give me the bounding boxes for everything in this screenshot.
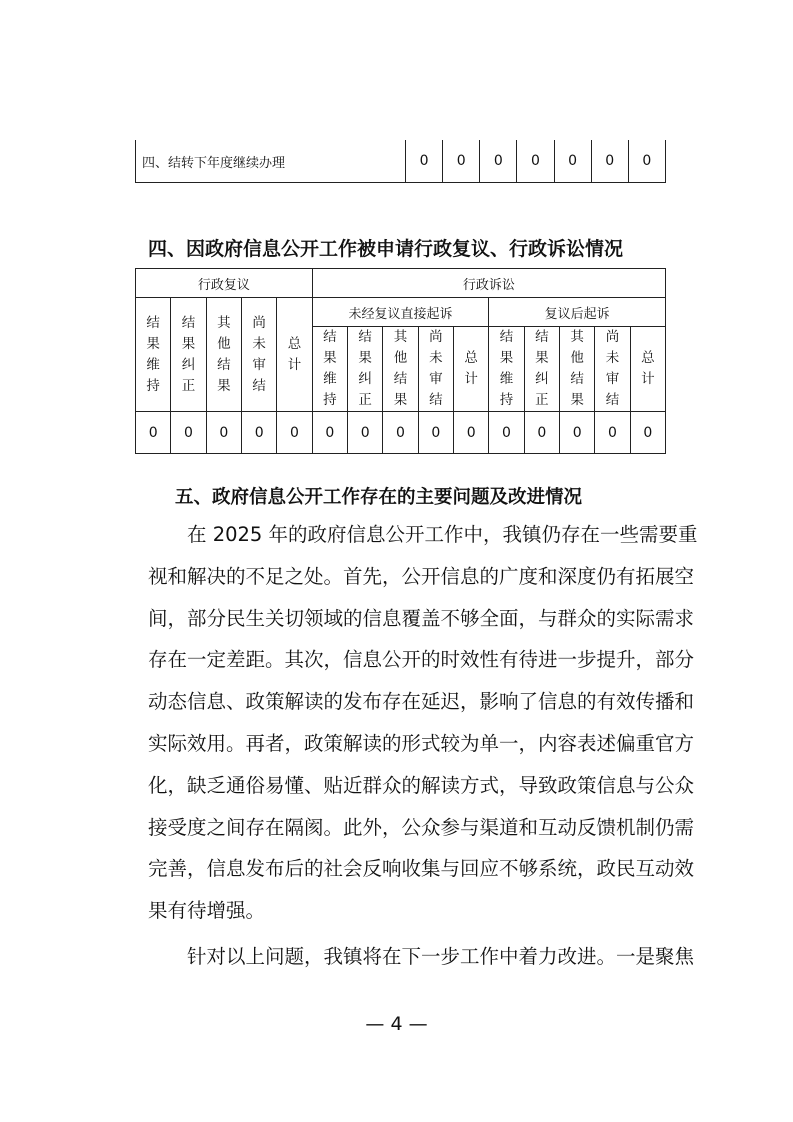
cell: 0 <box>595 412 630 454</box>
col-header: 尚未审结 <box>252 314 266 394</box>
carryover-table <box>135 140 666 183</box>
col-header: 结果纠正 <box>181 314 196 394</box>
col-header: 结果维持 <box>323 329 337 408</box>
cell: 0 <box>277 412 312 454</box>
cell: 0 <box>480 140 517 183</box>
text-line: 果有待增强。 <box>148 899 266 923</box>
cell: 0 <box>206 412 241 454</box>
text-line: 接受度之间存在隔阂。此外，公众参与渠道和互动反馈机制仍需 <box>148 815 695 839</box>
cell: 0 <box>406 140 443 183</box>
col-header: 结果纠正 <box>358 329 372 408</box>
text-line: 在 2025 年的政府信息公开工作中，我镇仍存在一些需要重 <box>187 523 698 546</box>
cell: 0 <box>517 140 554 183</box>
cell: 0 <box>591 140 628 183</box>
col-header: 其他结果 <box>570 329 584 408</box>
text-line: 间，部分民生关切领域的信息覆盖不够全面，与群众的实际需求 <box>148 606 695 630</box>
cell: 0 <box>443 140 480 183</box>
cell: 0 <box>554 140 591 183</box>
cell: 0 <box>171 412 206 454</box>
text-line: 针对以上问题，我镇将在下一步工作中着力改进。一是聚焦 <box>187 945 695 968</box>
text-line: 动态信息、政策解读的发布存在延迟，影响了信息的有效传播和 <box>148 690 695 714</box>
table-row <box>136 140 666 183</box>
cell: 0 <box>559 412 594 454</box>
row-label: 四、结转下年度继续办理 <box>136 140 406 183</box>
cell: 0 <box>524 412 559 454</box>
cell: 0 <box>418 412 453 454</box>
cell: 0 <box>383 412 418 454</box>
text-line: 视和解决的不足之处。首先，公开信息的广度和深度仍有拓展空 <box>148 564 695 588</box>
text-line: 实际效用。再者，政策解读的形式较为单一，内容表述偏重官方 <box>148 732 695 755</box>
table-row <box>136 412 666 454</box>
cell: 0 <box>312 412 347 454</box>
header-suit-after-review: 复议后起诉 <box>489 298 666 327</box>
table-header-row <box>136 269 666 298</box>
col-header: 结果维持 <box>146 314 160 394</box>
col-header: 结果纠正 <box>535 329 549 408</box>
col-header: 总计 <box>464 350 478 387</box>
cell: 0 <box>136 412 171 454</box>
col-header: 其他结果 <box>393 329 408 408</box>
header-direct-suit: 未经复议直接起诉 <box>312 298 489 327</box>
cell: 0 <box>454 412 489 454</box>
col-header: 总计 <box>641 350 655 387</box>
table-header-row <box>136 298 666 327</box>
cell: 0 <box>628 140 665 183</box>
col-header: 总计 <box>287 335 302 373</box>
col-header: 尚未审结 <box>605 329 620 408</box>
text-line: 存在一定差距。其次，信息公开的时效性有待进一步提升，部分 <box>148 648 695 672</box>
cell: 0 <box>241 412 276 454</box>
col-header: 其他结果 <box>217 314 231 394</box>
header-admin-litigation: 行政诉讼 <box>312 269 665 298</box>
text-line: 完善，信息发布后的社会反响收集与回应不够系统，政民互动效 <box>148 857 695 881</box>
col-header: 结果维持 <box>499 329 514 408</box>
col-header: 尚未审结 <box>429 329 443 408</box>
page-number: — 4 — <box>365 1013 428 1035</box>
cell: 0 <box>348 412 383 454</box>
cell: 0 <box>489 412 524 454</box>
header-admin-review: 行政复议 <box>136 269 313 298</box>
text-line: 化，缺乏通俗易懂、贴近群众的解读方式，导致政策信息与公众 <box>148 773 695 797</box>
review-litigation-table <box>135 268 666 454</box>
cell: 0 <box>630 412 665 454</box>
section-4-title: 四、因政府信息公开工作被申请行政复议、行政诉讼情况 <box>148 238 624 260</box>
section-5-title: 五、政府信息公开工作存在的主要问题及改进情况 <box>175 487 583 508</box>
